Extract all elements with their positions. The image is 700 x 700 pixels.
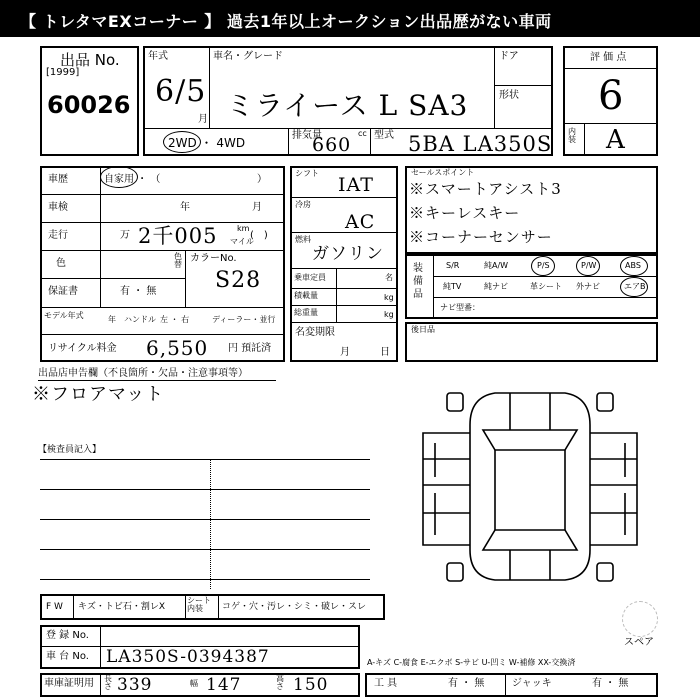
- history-box: [40, 166, 285, 362]
- lot-year-tag: [1999]: [46, 67, 80, 78]
- warranty-label: 保証書: [48, 286, 78, 297]
- name-value: ミライース L SA3: [226, 89, 469, 122]
- dealer-label: ディーラー・並行: [212, 315, 276, 324]
- name-label: 車名・グレード: [213, 51, 283, 62]
- sales-point-3: ※コーナーセンサー: [409, 228, 553, 246]
- tools-label: 工 具: [374, 678, 398, 689]
- lot-number: 60026: [47, 91, 131, 119]
- inspection-label: 車検: [48, 202, 68, 213]
- load-unit: kg: [384, 293, 394, 302]
- tools-value: 有 ・ 無: [448, 678, 485, 689]
- equipment-label: 装備品: [413, 263, 423, 300]
- drive-circle: [163, 131, 201, 153]
- inspection-year-unit: 年: [180, 202, 190, 213]
- inspection-month-unit: 月: [252, 202, 262, 213]
- fw-label: F W: [46, 602, 63, 612]
- weight-unit: kg: [384, 310, 394, 319]
- equip-seat: 革シート: [530, 282, 562, 291]
- capacity-label: 乗車定員: [294, 273, 326, 282]
- fw-value: キズ・トビ石・割レX: [78, 602, 165, 612]
- recycle-label: リサイクル料金: [48, 343, 117, 354]
- recycle-unit: 円 預託済: [228, 343, 272, 354]
- equip-ext-navi: 外ナビ: [576, 282, 600, 291]
- handle-label: ハンドル: [124, 315, 156, 324]
- inspector-label: 【検査員記入】: [38, 445, 102, 455]
- equip-ps: P/S: [537, 261, 550, 270]
- length-label: 長さ: [104, 674, 112, 691]
- notes-value: ※フロアマット: [32, 384, 165, 405]
- chassis-label: 車 台 No.: [46, 651, 89, 662]
- fuel-value: ガソリン: [312, 244, 384, 264]
- drive-text: 2WD ・ 4WD: [168, 136, 246, 150]
- color-label: 色: [56, 258, 66, 269]
- spare-circle: [622, 601, 658, 637]
- displacement-value: 660: [312, 134, 352, 156]
- color-no-label: カラーNo.: [190, 253, 237, 264]
- door-label: ドア: [499, 51, 519, 62]
- equip-pw: P/W: [581, 261, 597, 270]
- month-unit: 月: [198, 114, 208, 125]
- jack-label: ジャッキ: [512, 678, 552, 689]
- year-label: 年式: [148, 51, 168, 62]
- model-year-label: モデル年式: [44, 311, 84, 320]
- ac-value: AC: [345, 211, 376, 233]
- registration-label: 登 録 No.: [46, 630, 89, 641]
- jack-value: 有 ・ 無: [592, 678, 629, 689]
- equip-airbag: エアB: [624, 282, 646, 291]
- fuel-label: 燃料: [295, 235, 311, 244]
- notes-label: 出品店申告欄（不良箇所・欠品・注意事項等）: [38, 368, 248, 379]
- model-year-unit: 年: [108, 315, 116, 324]
- equip-navi: 純ナビ: [484, 282, 508, 291]
- mileage-label: 走行: [48, 230, 68, 241]
- height-value: 150: [293, 675, 329, 695]
- mileage-man: 万: [120, 230, 130, 241]
- score-label: 評 価 点: [590, 52, 627, 63]
- length-value: 339: [117, 675, 153, 695]
- year-value: 6/5: [155, 74, 207, 109]
- model-value: 5BA LA350S: [408, 132, 553, 156]
- navi-model-label: ナビ型番：: [440, 303, 480, 312]
- lot-label: 出品 No.: [60, 51, 120, 69]
- equip-abs: ABS: [625, 261, 641, 270]
- spare-label: スペア: [624, 637, 654, 648]
- mileage-mile: マイル: [230, 237, 254, 246]
- car-diagram: [415, 385, 645, 585]
- shape-label: 形状: [499, 90, 519, 101]
- name-change-month: 月: [340, 347, 350, 358]
- name-change-label: 名変期限: [295, 327, 335, 338]
- interior-value: A: [606, 125, 626, 155]
- sales-point-2: ※キーレスキー: [409, 204, 521, 222]
- warranty-value: 有 ・ 無: [120, 286, 157, 297]
- seat-value: コゲ・穴・汚レ・シミ・破レ・スレ: [222, 602, 367, 612]
- after-box: [405, 322, 658, 362]
- history-circle: [100, 166, 138, 188]
- equip-sr: S/R: [446, 261, 460, 270]
- mileage-paren: ( ): [250, 230, 268, 241]
- equip-aw: 純A/W: [484, 261, 509, 270]
- model-label: 型式: [374, 130, 394, 141]
- color-no: S28: [215, 268, 262, 293]
- weight-label: 総重量: [294, 308, 318, 317]
- load-label: 積載量: [294, 291, 318, 300]
- history-label: 車歴: [48, 174, 68, 185]
- certificate-label: 車庫証明用: [44, 678, 94, 689]
- shift-label: シフト: [295, 169, 319, 178]
- sales-label: セールスポイント: [411, 168, 475, 177]
- after-label: 後日品: [411, 325, 435, 334]
- capacity-unit: 名: [385, 273, 393, 282]
- ac-label: 冷房: [295, 200, 311, 209]
- inspector-lines: [40, 459, 370, 589]
- mileage-km: km: [237, 224, 250, 233]
- history-value: 自家用 ・ （: [104, 174, 161, 185]
- equip-tv: 純TV: [443, 282, 462, 291]
- history-close: ）: [257, 174, 267, 185]
- width-label: 幅: [190, 679, 198, 688]
- sales-point-1: ※スマートアシスト3: [409, 180, 562, 198]
- handle-value: 左 ・ 右: [160, 315, 190, 324]
- mileage-value: 2千005: [138, 224, 218, 248]
- seat-label: シート内装: [187, 596, 211, 613]
- header-title: 【 トレタマEXコーナー 】 過去1年以上オークション出品歴がない車両: [20, 12, 552, 31]
- legend: A-キズ C-腐食 E-エクボ S-サビ U-凹ミ W-補修 XX-交換済: [367, 658, 576, 667]
- displacement-unit: cc: [358, 129, 367, 138]
- width-value: 147: [206, 675, 242, 695]
- score-value: 6: [598, 73, 625, 119]
- interior-label: 内 装: [568, 127, 576, 144]
- height-label: 高さ: [276, 674, 284, 691]
- recycle-value: 6,550: [146, 336, 209, 360]
- name-change-day: 日: [380, 347, 390, 358]
- shift-value: IAT: [338, 174, 374, 196]
- chassis-value: LA350S-0394387: [106, 647, 270, 667]
- color-change: 色替: [174, 252, 182, 269]
- displacement-label: 排気量: [292, 130, 322, 141]
